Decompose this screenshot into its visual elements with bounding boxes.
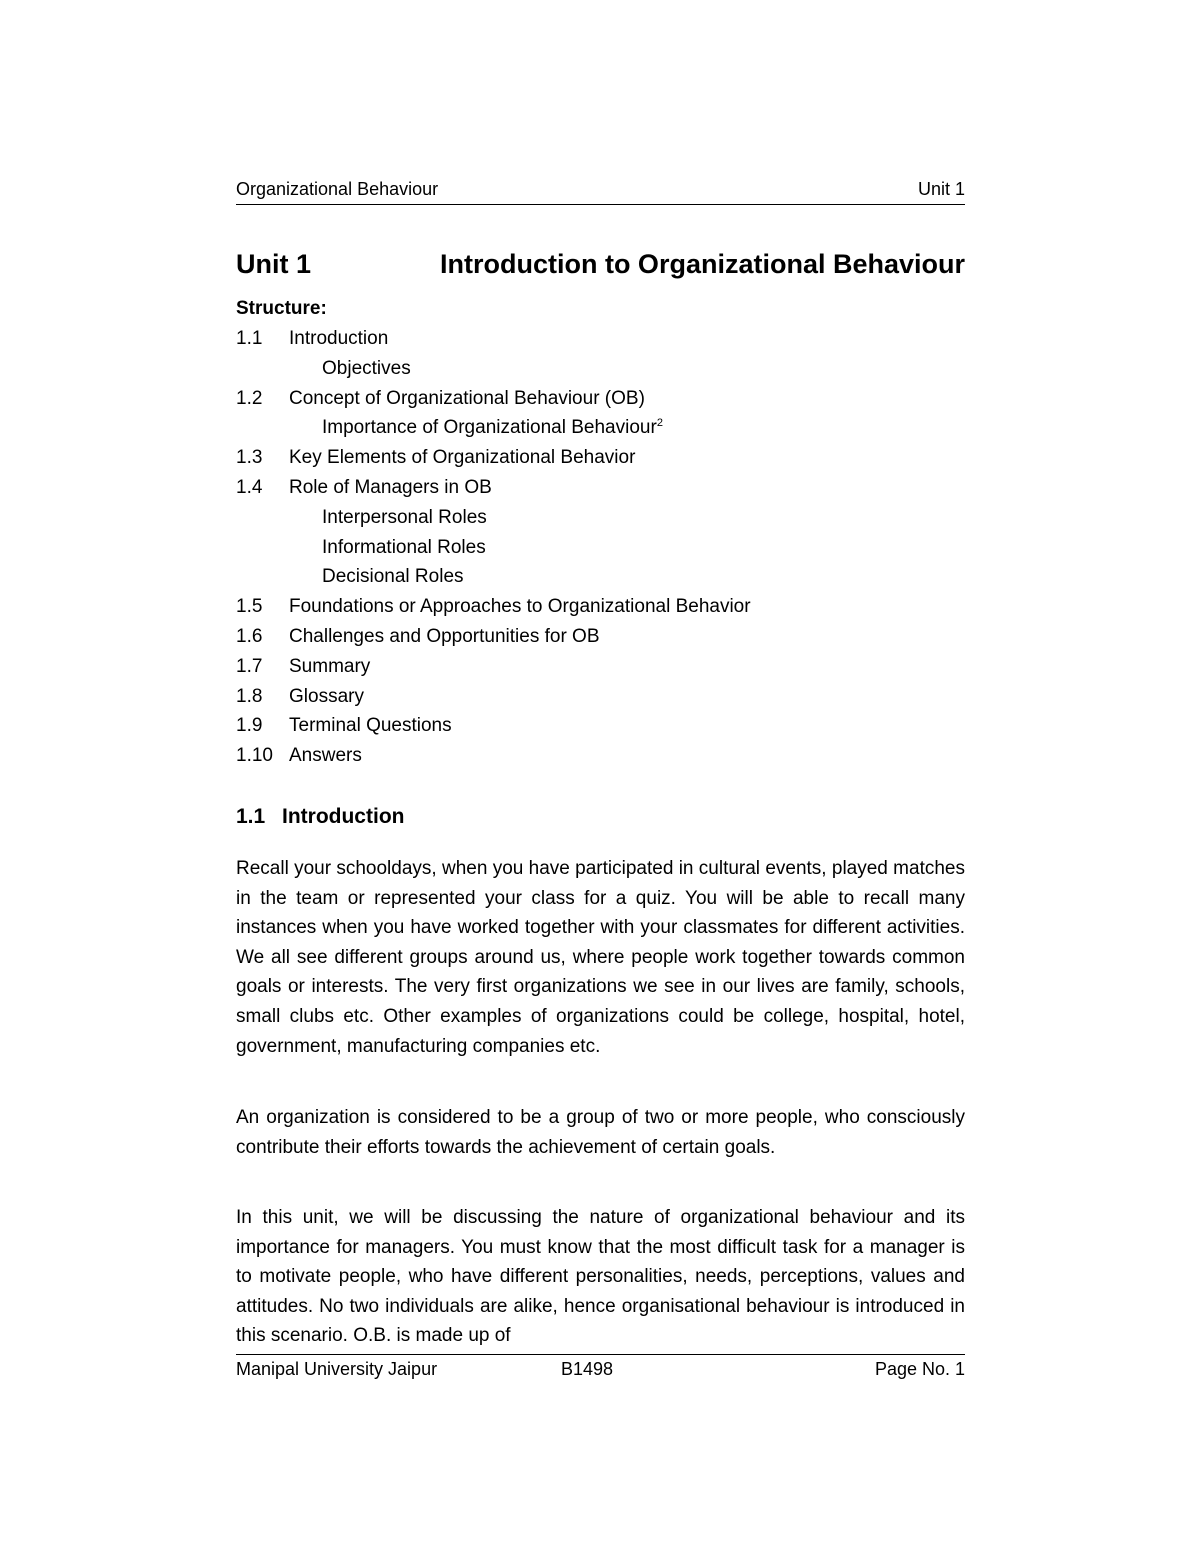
toc-text: Foundations or Approaches to Organizational Behavior (289, 596, 751, 618)
toc-subitem (236, 354, 965, 384)
toc-item (236, 682, 965, 712)
section-number: 1.1 (236, 805, 266, 828)
page-footer (236, 1354, 965, 1385)
toc-item (236, 473, 965, 503)
toc-number: 1.4 (236, 476, 263, 498)
body-paragraph: Recall your schooldays, when you have participated in cultural events, played matches in the team or represented your class for a quiz. You will be able to recall many instances when you have worked together with your classmates for different activities. We all see different groups around us, where people work together towards common goals or interests. The very first organizations we see in our lives are family, schools, small clubs etc. Other examples of organizations could be college, hospital, hotel, government, manufacturing companies etc. (236, 858, 965, 1057)
toc-text: Role of Managers in OB (289, 476, 492, 498)
toc-item (236, 741, 965, 771)
toc-number: 1.1 (236, 328, 263, 349)
section-heading (236, 804, 404, 830)
toc-subitem (236, 503, 965, 533)
toc-subitem (236, 413, 965, 443)
toc-text-with-footnote (322, 413, 663, 443)
toc-text: Challenges and Opportunities for OB (289, 625, 600, 647)
footer-course-code: B1498 (561, 1359, 614, 1379)
toc-text: Glossary (289, 685, 364, 707)
toc-text: Terminal Questions (289, 715, 452, 737)
toc-number: 1.8 (236, 685, 263, 707)
toc-text: Decisional Roles (322, 566, 464, 588)
toc-number: 1.5 (236, 596, 263, 618)
toc-item (236, 324, 965, 354)
toc-text: Interpersonal Roles (322, 506, 487, 528)
toc-text: Importance of Organizational Behaviour (322, 417, 657, 439)
footer-page-number: Page No. 1 (874, 1359, 965, 1379)
toc-number: 1.10 (236, 745, 273, 767)
toc-text: Concept of Organizational Behaviour (OB) (289, 387, 645, 409)
document-page (236, 0, 965, 1553)
unit-title: Introduction to Organizational Behaviour (439, 249, 965, 279)
page-header (236, 178, 965, 205)
toc-number: 1.2 (236, 387, 263, 409)
toc-item (236, 711, 965, 741)
header-course-title: Organizational Behaviour (236, 179, 439, 199)
toc-text: Key Elements of Organizational Behavior (289, 447, 636, 469)
table-of-contents (236, 324, 965, 771)
toc-item (236, 622, 965, 652)
footer-institution: Manipal University Jaipur (236, 1359, 438, 1379)
toc-item (236, 592, 965, 622)
toc-subitem (236, 533, 965, 563)
structure-label: Structure: (236, 298, 327, 319)
toc-item (236, 443, 965, 473)
toc-text: Informational Roles (322, 536, 486, 558)
toc-number: 1.3 (236, 447, 263, 469)
header-unit-label: Unit 1 (917, 179, 965, 199)
toc-text: Answers (289, 745, 362, 767)
body-paragraph: In this unit, we will be discussing the nature of organizational behaviour and its importance for managers. You must know that the most difficult task for a manager is to motivate people, who have different personalities, needs, perceptions, values and attitudes. No two individuals are alike, hence organisational behaviour is introduced in this scenario. O.B. is made up of (236, 1207, 965, 1347)
toc-text: Introduction (289, 328, 389, 349)
body-paragraph: An organization is considered to be a group of two or more people, who consciously contribute their efforts towards the achievement of certain goals. (236, 1107, 965, 1158)
toc-item (236, 384, 965, 414)
toc-number: 1.7 (236, 655, 263, 677)
unit-number: Unit 1 (236, 249, 312, 279)
toc-subitem (236, 562, 965, 592)
section-title: Introduction (282, 805, 405, 828)
toc-number: 1.9 (236, 715, 263, 737)
toc-number: 1.6 (236, 625, 263, 647)
toc-text: Objectives (322, 357, 411, 379)
toc-item (236, 652, 965, 682)
footnote-marker: 2 (656, 417, 663, 430)
toc-text: Summary (289, 655, 371, 677)
